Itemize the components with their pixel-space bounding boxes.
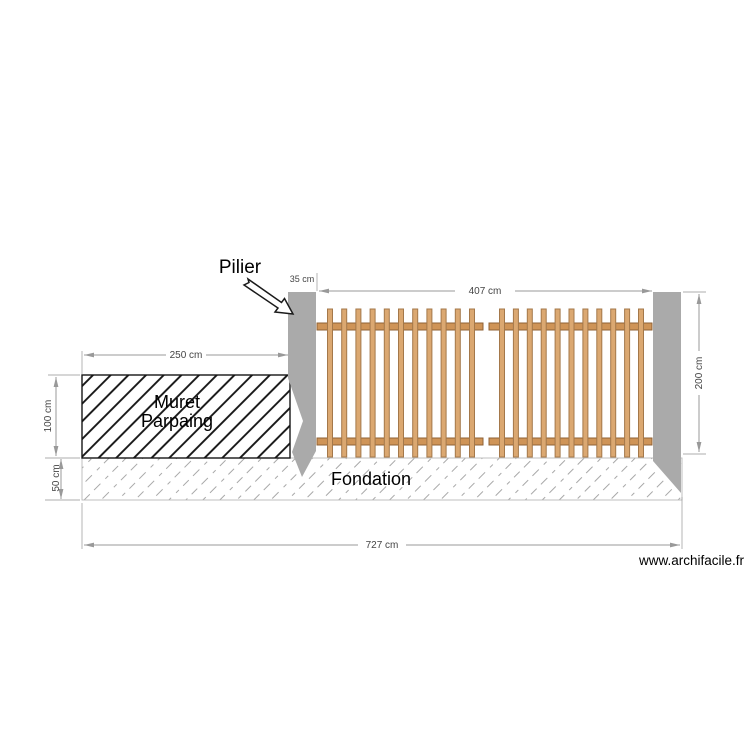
fence-slat — [427, 309, 432, 457]
fence-slat — [583, 309, 588, 457]
fence-slat — [399, 309, 404, 457]
fence-slat — [611, 309, 616, 457]
dim-fence-width: 407 cm — [468, 286, 502, 297]
dim-pillar-width: 35 cm — [289, 274, 315, 284]
fence-slat — [639, 309, 644, 457]
fence-slat — [500, 309, 505, 457]
fence-slat — [328, 309, 333, 457]
fence-slat — [441, 309, 446, 457]
dim-muret-height: 100 cm — [43, 399, 54, 433]
fence-slat — [513, 309, 518, 457]
fence-slat — [342, 309, 347, 457]
dim-total-width: 727 cm — [365, 540, 399, 551]
muret-label-line2: Parpaing — [140, 411, 214, 431]
fence — [317, 309, 652, 457]
fondation-label: Fondation — [330, 469, 412, 489]
fence-slat — [625, 309, 630, 457]
fence-slat — [356, 309, 361, 457]
dim-foundation-depth: 50 cm — [51, 464, 62, 492]
pilier-label: Pilier — [218, 257, 262, 278]
fence-slat — [527, 309, 532, 457]
fence-slat — [370, 309, 375, 457]
fence-slat — [569, 309, 574, 457]
fence-slat — [555, 309, 560, 457]
left-pillar — [288, 292, 316, 477]
fence-slat — [384, 309, 389, 457]
archifacile-watermark-link[interactable]: www.archifacile.fr — [638, 553, 744, 568]
pilier-pointer-arrow-icon — [244, 279, 293, 314]
dim-muret-width: 250 cm — [169, 350, 203, 361]
right-pillar — [653, 292, 681, 493]
fence-slat — [541, 309, 546, 457]
fence-slat — [413, 309, 418, 457]
fence-slat — [470, 309, 475, 457]
dim-pillar-height: 200 cm — [694, 356, 705, 390]
fence-slat — [597, 309, 602, 457]
muret-label-line1: Muret — [153, 392, 201, 412]
fence-slat — [455, 309, 460, 457]
